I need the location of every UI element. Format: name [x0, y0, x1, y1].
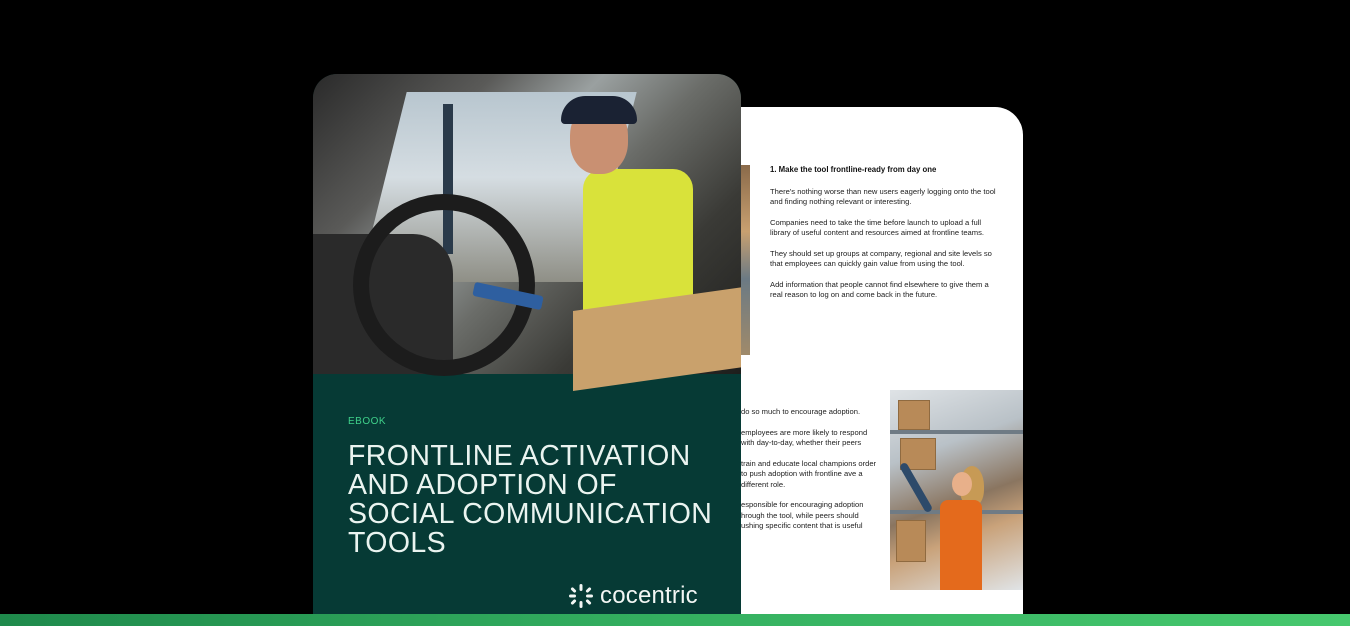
section-paragraph: They should set up groups at company, regional and site levels so that employees can quickly gain value from using the tool.: [770, 248, 992, 268]
brand-logo: [568, 582, 698, 610]
bottom-accent-band: [0, 614, 1350, 626]
driver-photo: [313, 74, 741, 374]
section-frontline-ready: [770, 165, 1002, 311]
ebook-cover: [313, 74, 741, 614]
section-heading: 1. Make the tool frontline-ready from day one: [770, 165, 937, 174]
section-paragraph: Add information that people cannot find elsewhere to give them a real reason to log on and come back in the future.: [770, 279, 989, 299]
cocentric-logo-icon: [568, 583, 594, 609]
cover-eyebrow: EBOOK: [348, 416, 387, 427]
section-paragraph: There's nothing worse than new users eagerly logging onto the tool and finding nothing relevant or interesting.: [770, 186, 996, 206]
section-paragraph: train and educate local champions order to push adoption with frontline ave a different role.: [741, 458, 877, 489]
logo-wordmark: cocentric: [600, 582, 698, 609]
section-paragraph: do so much to encourage adoption.: [741, 407, 861, 416]
warehouse-worker-photo: [890, 390, 1023, 590]
cover-title: FRONTLINE ACTIVATION AND ADOPTION OF SOCIAL COMMUNICATION TOOLS: [348, 440, 713, 559]
section-paragraph: employees are more likely to respond with day-to-day, whether their peers: [741, 427, 868, 447]
section-paragraph: esponsible for encouraging adoption hrough the tool, while peers should ushing specific content that is useful: [741, 500, 864, 530]
section-champions: [741, 407, 881, 542]
ebook-inside-page: [700, 107, 1023, 614]
section-paragraph: Companies need to take the time before launch to upload a full library of useful content and resources aimed at frontline teams.: [770, 217, 985, 237]
